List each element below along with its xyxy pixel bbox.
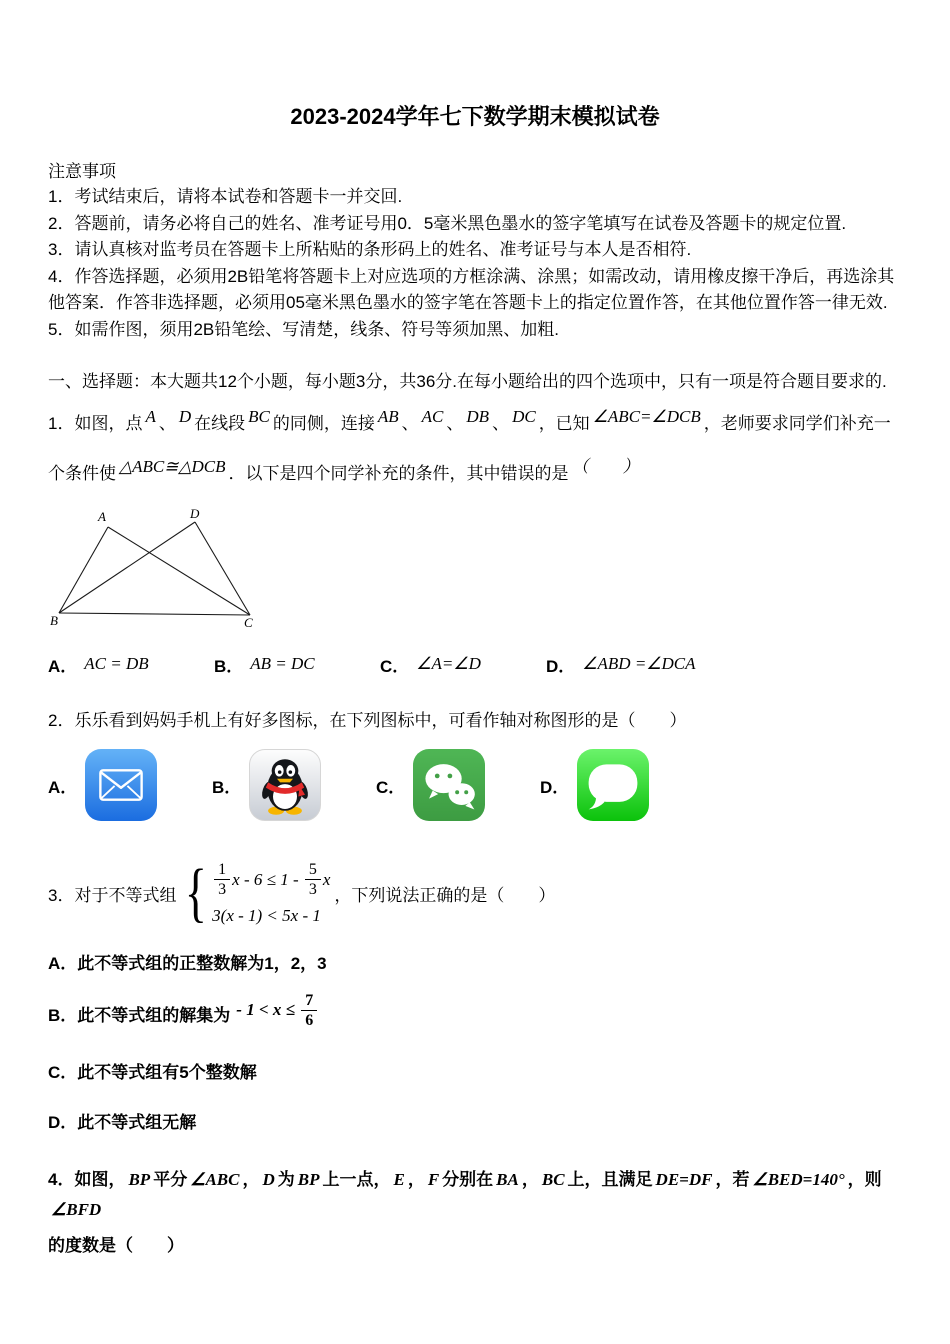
system-row-1	[212, 861, 330, 899]
chat-bubbles-glyph	[420, 758, 478, 812]
qq-icon	[249, 749, 321, 821]
question-1-option-c	[380, 652, 546, 677]
question-1-text-line-2	[48, 457, 902, 491]
fraction-numerator: 1	[214, 861, 230, 880]
penguin-glyph	[253, 753, 317, 817]
fraction-5-3	[305, 861, 321, 899]
question-1-option-a	[48, 652, 214, 677]
figure-label-c: C	[244, 615, 253, 627]
row-2-expr: 3(x - 1) < 5x - 1	[212, 905, 321, 925]
option-b-math	[236, 992, 319, 1030]
notice-item-2: 2．答题前，请务必将自己的姓名、准考证号用0．5毫米黑色墨水的签字笔填写在试卷及答题卡的规定位置.	[48, 213, 847, 233]
question-1-options	[48, 652, 902, 677]
envelope-glyph	[99, 768, 143, 802]
text-run: 分别在	[442, 1170, 494, 1190]
speech-bubble-glyph	[583, 756, 643, 814]
text-run: 个条件使	[48, 464, 116, 483]
question-3-option-b	[48, 991, 902, 1036]
fraction-7-6	[301, 992, 317, 1030]
question-3-tail: ，下列说法正确的是（ ）	[334, 885, 556, 905]
notice-item-4: 4．作答选择题，必须用2B铅笔将答题卡上对应选项的方框涂满、涂黑；如需改动，请用橡皮擦干净后，再选涂其他答案．作答非选择题，必须用05毫米黑色墨水的签字笔在答题卡上的指定位置作答，在其他位置作答一律无效.	[48, 266, 895, 312]
math-inline: BA	[496, 1170, 519, 1190]
system-row-2	[212, 906, 330, 926]
question-1-option-d	[546, 652, 712, 677]
text-run: ，若	[715, 1170, 750, 1190]
text-run: ，则	[847, 1170, 882, 1190]
mail-icon	[85, 749, 157, 821]
question-4-text-line-1	[48, 1165, 902, 1225]
option-a-math: AC = DB	[84, 654, 149, 673]
option-c-label: C．	[376, 777, 406, 797]
text-run: 4．如图，	[48, 1170, 126, 1190]
notice-item-5: 5．如需作图，须用2B铅笔绘、写清楚，线条、符号等须加黑、加粗.	[48, 319, 559, 339]
math-inline: ∠ABC	[190, 1170, 240, 1190]
question-2-text: 2．乐乐看到妈妈手机上有好多图标，在下列图标中，可看作轴对称图形的是（ ）	[48, 711, 687, 730]
notice-heading: 注意事项	[48, 162, 116, 181]
question-3-text	[48, 856, 902, 930]
option-b-label: B．	[212, 777, 242, 797]
question-2-option-a	[48, 749, 212, 821]
question-3	[48, 856, 902, 1135]
option-c-math: ∠A=∠D	[416, 654, 481, 673]
option-b-inequality: - 1 < x ≤	[236, 1000, 300, 1020]
notice-section	[48, 157, 902, 343]
math-inline: DB	[466, 407, 490, 426]
option-d-label: D．	[546, 657, 576, 676]
text-run: 、	[158, 414, 176, 433]
option-b-label: B．	[214, 657, 244, 676]
fraction-1-3	[214, 861, 230, 899]
row-1-end: x	[322, 869, 331, 889]
math-inline: E	[393, 1170, 405, 1190]
math-inline: （ ）	[571, 457, 640, 476]
text-run: 、	[492, 414, 510, 433]
math-inline: AC	[421, 407, 444, 426]
fraction-numerator: 5	[305, 861, 321, 880]
text-run: ，	[242, 1170, 260, 1190]
math-inline: A	[145, 407, 156, 426]
math-inline: BC	[248, 407, 270, 426]
math-inline: BP	[128, 1170, 151, 1190]
figure-label-a: A	[98, 509, 106, 524]
math-inline: BP	[297, 1170, 320, 1190]
notice-item-1: 1．考试结束后，请将本试卷和答题卡一并交回.	[48, 187, 403, 206]
math-inline: DE=DF	[655, 1170, 713, 1190]
text-run: 、	[446, 414, 464, 433]
figure-label-b: B	[50, 613, 58, 627]
question-3-option-c: C．此不等式组有5个整数解	[48, 1063, 257, 1083]
text-run: 的同侧，连接	[272, 414, 375, 433]
math-inline: DC	[512, 407, 536, 426]
question-2	[48, 707, 902, 821]
option-d-label: D．	[540, 777, 570, 797]
math-inline: D	[262, 1170, 275, 1190]
messages-icon	[577, 749, 649, 821]
text-run: 平分	[153, 1170, 188, 1190]
question-3-option-d: D．此不等式组无解	[48, 1113, 197, 1133]
math-inline: F	[427, 1170, 440, 1190]
question-2-option-b	[212, 749, 376, 821]
math-inline: D	[178, 407, 192, 426]
question-1-figure	[50, 507, 902, 632]
row-1-middle: x - 6 ≤ 1 -	[232, 869, 303, 889]
text-run: 上一点，	[322, 1170, 391, 1190]
section-1-heading: 一、选择题：本大题共12个小题，每小题3分，共36分.在每小题给出的四个选项中，只有一项是符合题目要求的.	[48, 372, 887, 391]
question-3-lead: 3．对于不等式组	[48, 885, 177, 905]
text-run: 、	[401, 414, 419, 433]
math-inline: ∠BFD	[51, 1200, 102, 1220]
system-rows	[212, 861, 330, 926]
option-b-text: B．此不等式组的解集为	[48, 1006, 231, 1026]
text-run: ，	[521, 1170, 539, 1190]
question-3-option-a: A．此不等式组的正整数解为1，2，3	[48, 953, 327, 973]
fraction-denominator: 3	[218, 881, 227, 899]
fraction-numerator: 7	[301, 992, 317, 1011]
fraction-denominator: 6	[305, 1011, 314, 1029]
option-c-label: C．	[380, 657, 410, 676]
question-4	[48, 1165, 902, 1261]
option-a-label: A．	[48, 657, 78, 676]
question-2-options	[48, 749, 902, 821]
geometry-figure	[50, 507, 265, 627]
question-2-option-c	[376, 749, 540, 821]
option-b-math: AB = DC	[250, 654, 315, 673]
math-inline: ∠ABC=∠DCB	[592, 407, 701, 426]
math-inline: △ABC≅△DCB	[119, 457, 226, 476]
option-a-label: A．	[48, 777, 78, 797]
text-run: ，老师要求同学们补充一	[703, 414, 891, 433]
notice-item-3: 3．请认真核对监考员在答题卡上所粘贴的条形码上的姓名、准考证号与本人是否相符.	[48, 240, 692, 259]
figure-lines	[59, 522, 250, 615]
question-1	[48, 407, 902, 677]
text-run: 上，且满足	[567, 1170, 653, 1190]
text-run: 1．如图，点	[48, 414, 143, 433]
fraction-denominator: 3	[308, 881, 317, 899]
math-inline: AB	[377, 407, 399, 426]
text-run: 在线段	[194, 414, 246, 433]
page-title: 2023-2024学年七下数学期末模拟试卷	[290, 104, 660, 129]
question-2-option-d	[540, 749, 704, 821]
math-inline: ∠BED=140°	[752, 1170, 845, 1190]
wechat-icon	[413, 749, 485, 821]
text-run: ．以下是四个同学补充的条件，其中错误的是	[228, 464, 569, 483]
text-run: ，	[407, 1170, 425, 1190]
text-run: ，已知	[538, 414, 590, 433]
figure-label-d: D	[190, 507, 200, 521]
system-brace: {	[185, 856, 208, 930]
math-inline: BC	[541, 1170, 565, 1190]
question-4-text-line-2: 的度数是（ ）	[48, 1236, 184, 1256]
question-1-option-b	[214, 652, 380, 677]
text-run: 为	[277, 1170, 295, 1190]
inequality-system	[180, 856, 331, 930]
option-d-math: ∠ABD =∠DCA	[582, 654, 696, 673]
question-1-text-line-1	[48, 407, 902, 441]
